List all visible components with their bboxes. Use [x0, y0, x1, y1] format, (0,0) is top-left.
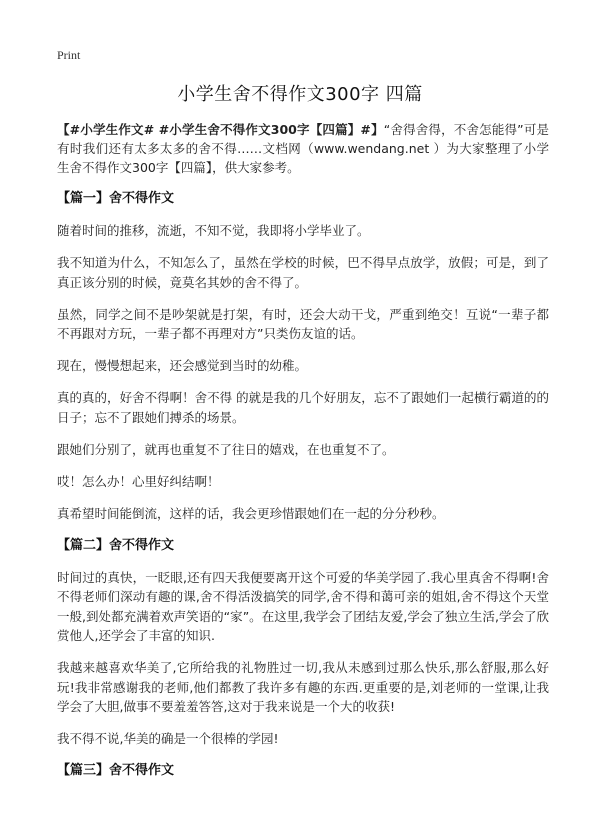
paragraph: 跟她们分别了，就再也重复不了往日的嬉戏，在也重复不了。	[57, 441, 395, 457]
print-link[interactable]: Print	[57, 48, 81, 62]
paragraph: 现在，慢慢想起来，还会感觉到当时的幼稚。	[57, 358, 308, 373]
section-1	[57, 189, 549, 523]
paragraph: 真的真的，好舍不得啊！舍不得 的就是我的几个好朋友，忘不了跟她们一起横行霸道的的日子；忘不了跟她们搏杀的场景。	[57, 390, 549, 425]
section-heading: 【篇三】舍不得作文	[57, 763, 175, 778]
intro-tags: 【#小学生作文# #小学生舍不得作文300字【四篇】#】	[57, 122, 384, 137]
paragraph: 随着时间的推移，流逝，不知不觉，我即将小学毕业了。	[57, 223, 370, 238]
page-title: 小学生舍不得作文300字 四篇	[177, 84, 423, 105]
paragraph: 真希望时间能倒流，这样的话，我会更珍惜跟她们在一起的分分秒秒。	[57, 505, 445, 521]
article-body	[57, 120, 549, 793]
paragraph: 虽然，同学之间不是吵架就是打架，有时，还会大动干戈，严重到绝交！互说“一辈子都不再跟对方玩，一辈子都不再理对方”只类伤友谊的话。	[57, 306, 549, 341]
section-3	[57, 761, 549, 781]
paragraph: 我不得不说,华美的确是一个很棒的学园!	[57, 731, 279, 746]
paragraph: 哎！怎么办！心里好纠结啊！	[57, 473, 220, 489]
intro-text: “舍得舍得，不舍怎能得”可是有时我们还有太多太多的舍不得……文档网（www.wendang.net ）为大家整理了小学生舍不得作文300字【四篇】，供大家参考。	[57, 122, 549, 175]
paragraph: 我不知道为什么，不知怎么了，虽然在学校的时候，巴不得早点放学，放假；可是，到了真正该分别的时候，竟莫名其妙的舍不得了。	[57, 255, 549, 290]
intro-paragraph	[57, 120, 549, 177]
section-heading: 【篇二】舍不得作文	[57, 537, 175, 553]
section-2	[57, 536, 549, 749]
paragraph: 我越来越喜欢华美了,它所给我的礼物胜过一切,我从未感到过那么快乐,那么舒服,那么好玩!我非常感谢我的老师,他们都教了我许多有趣的东西.更重要的是,刘老师的一堂课,让我学会了大胆,做事不要羞羞答答,这对于我来说是一个大的收获!	[57, 660, 549, 714]
section-heading: 【篇一】舍不得作文	[57, 191, 175, 206]
paragraph: 时间过的真快，一眨眼,还有四天我便要离开这个可爱的华美学园了.我心里真舍不得啊!舍不得老师们深动有趣的课,舍不得活泼搞笑的同学,舍不得和蔼可亲的姐姐,舍不得这个天堂一般,到处都充满着欢声笑语的“家”。在这里,我学会了团结友爱,学会了独立生活,学会了欣赏他人,还学会了丰富的知识.	[57, 569, 549, 643]
